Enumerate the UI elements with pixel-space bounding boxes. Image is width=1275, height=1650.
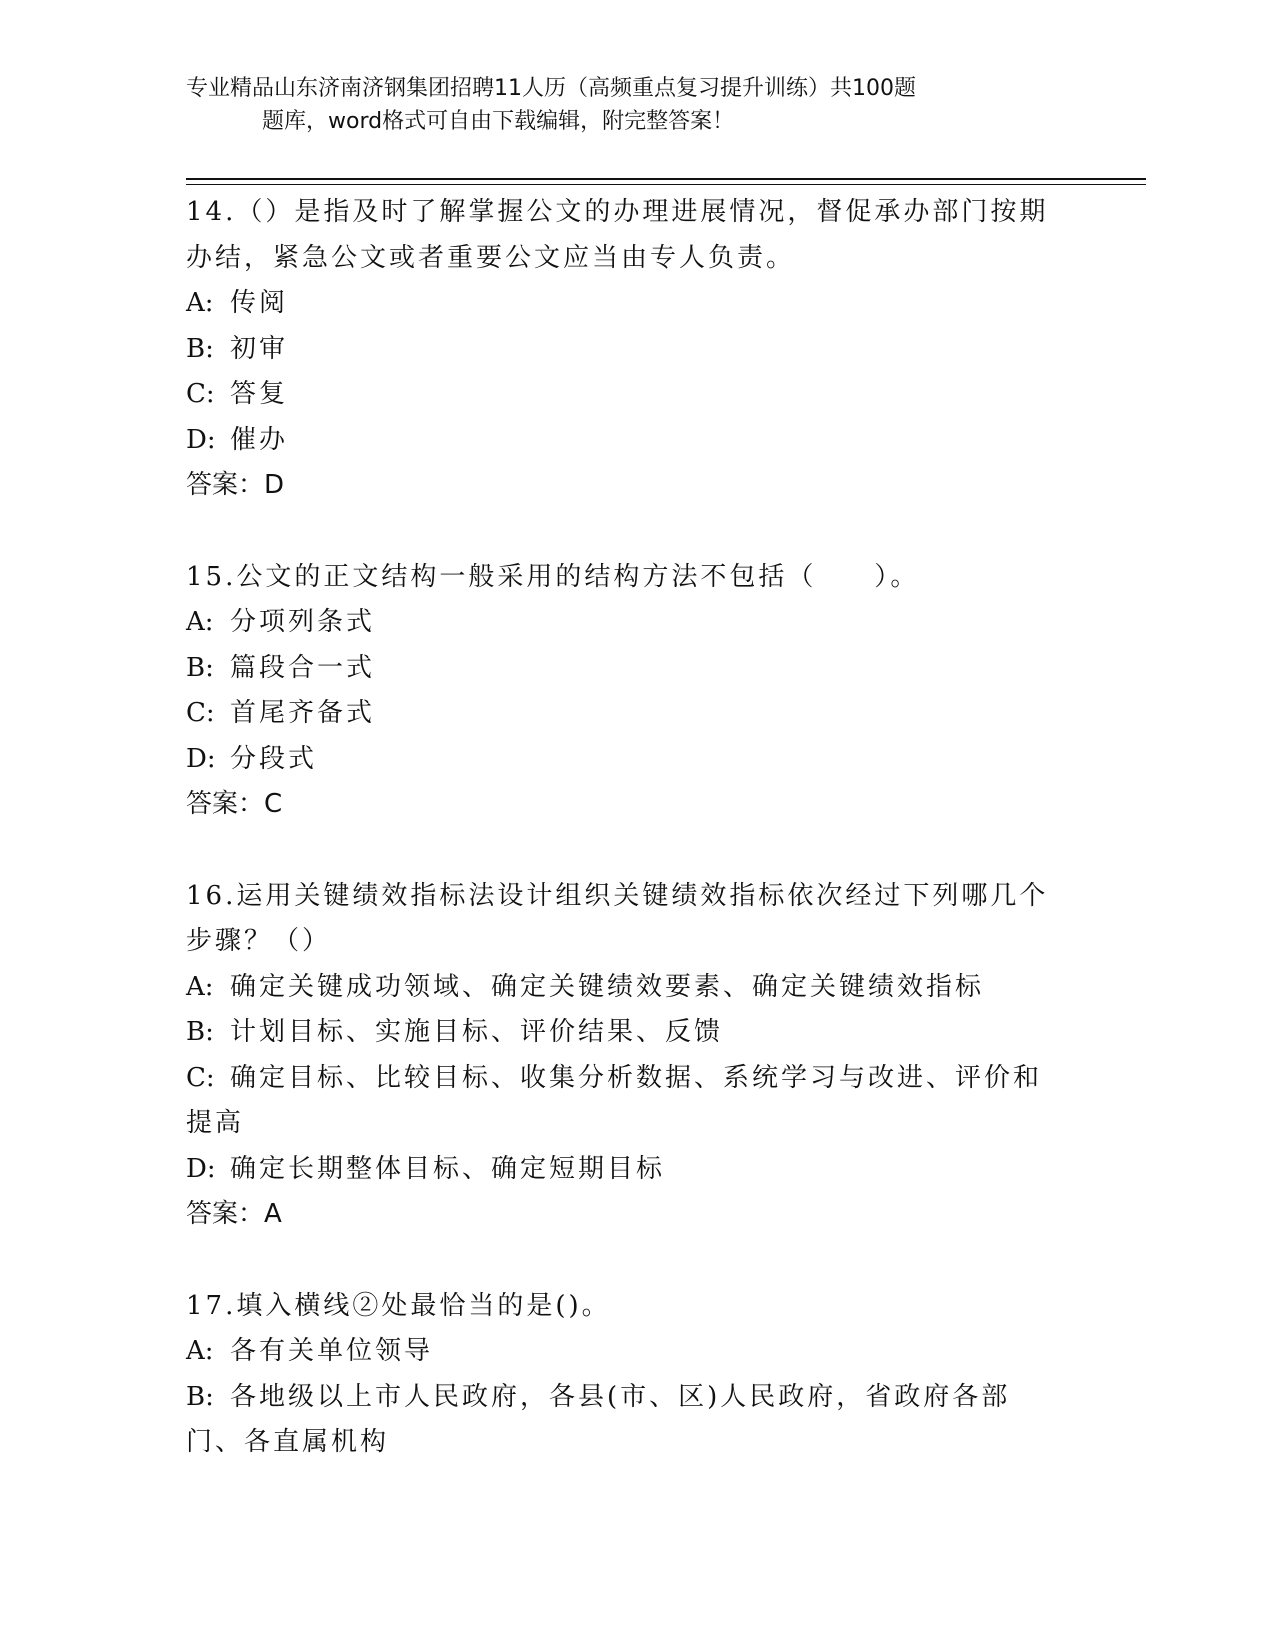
option-b: B: 计划目标、实施目标、评价结果、反馈	[186, 1017, 724, 1047]
question-text: 15.公文的正文结构一般采用的结构方法不包括（ ）。	[186, 561, 920, 592]
document-header	[186, 72, 1046, 138]
option-a: A: 各有关单位领导	[186, 1336, 434, 1366]
question-text: 16.运用关键绩效指标法设计组织关键绩效指标依次经过下列哪几个步骤？（）	[186, 880, 1049, 956]
question-15	[186, 555, 1066, 828]
question-17	[186, 1284, 1066, 1466]
question-16	[186, 874, 1066, 1238]
option-a: A: 确定关键成功领域、确定关键绩效要素、确定关键绩效指标	[186, 971, 985, 1002]
question-14	[186, 190, 1066, 509]
question-list	[186, 190, 1066, 1512]
option-b: B: 初审	[186, 333, 289, 364]
option-d: D: 确定长期整体目标、确定短期目标	[186, 1153, 666, 1184]
header-title-line-1: 专业精品山东济南济钢集团招聘11人历（高频重点复习提升训练）共100题	[186, 76, 916, 101]
option-a: A: 分项列条式	[186, 607, 376, 637]
header-divider-thick	[186, 178, 1146, 180]
option-a: A: 传阅	[186, 288, 289, 318]
header-title-line-2: 题库，word格式可自由下载编辑，附完整答案！	[262, 109, 735, 134]
question-text: 14.（）是指及时了解掌握公文的办理进展情况，督促承办部门按期办结，紧急公文或者重要公文应当由专人负责。	[186, 197, 1049, 273]
option-d: D: 催办	[186, 424, 289, 455]
answer: 答案：C	[186, 789, 283, 819]
question-text: 17.填入横线②处最恰当的是()。	[186, 1290, 611, 1321]
option-b: B: 各地级以上市人民政府，各县(市、区)人民政府，省政府各部门、各直属机构	[186, 1381, 1011, 1457]
option-c: C: 确定目标、比较目标、收集分析数据、系统学习与改进、评价和提高	[186, 1062, 1043, 1138]
option-b: B: 篇段合一式	[186, 652, 376, 683]
option-c: C: 答复	[186, 379, 289, 409]
option-d: D: 分段式	[186, 743, 318, 774]
option-c: C: 首尾齐备式	[186, 698, 376, 728]
answer: 答案：A	[186, 1199, 282, 1229]
header-divider-thin	[186, 184, 1146, 185]
answer: 答案：D	[186, 470, 285, 500]
